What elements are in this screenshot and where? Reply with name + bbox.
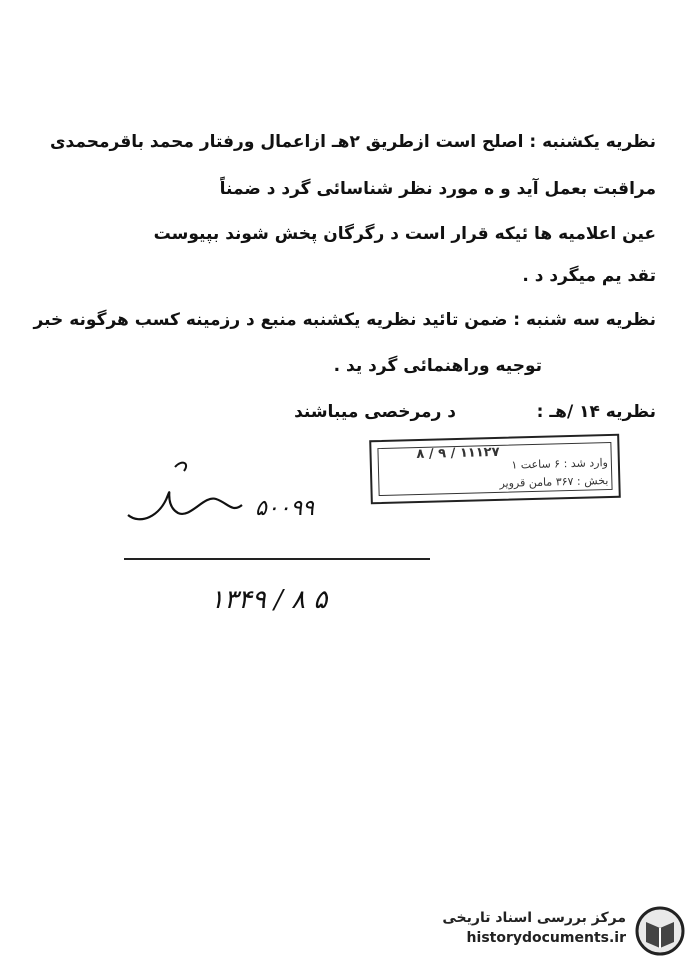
signature-initials: ۵۰۰۹۹ (255, 496, 315, 521)
watermark-url: historydocuments.ir (466, 930, 626, 946)
watermark-name: مرکز بررسی اسناد تاریخی (442, 910, 626, 926)
signature-mark (120, 455, 250, 535)
text-line-8: د رمرخصی میباشند (294, 402, 456, 422)
stamp-line-1: ۱۱۱۲۷ / ۹ / ۸ (416, 444, 500, 463)
reception-stamp (369, 434, 621, 505)
book-icon (634, 906, 686, 956)
signature-rule (124, 558, 430, 560)
text-line-3: عین اعلامیه ها ئیکه قرار است د رگرگان پخش شوند بپیوست (153, 224, 656, 244)
text-line-5: نظریه سه شنبه : ضمن تائید نظریه یکشنبه منبع د رزمینه کسب هرگونه خبر (33, 310, 656, 330)
handwritten-date: ۵ ۸ / ۱۳۴۹ (210, 585, 328, 615)
text-line-7: نظریه ۱۴ /هـ : (536, 402, 656, 422)
stamp-line-2: وارد شد : ۶ ساعت ۱ (511, 456, 609, 472)
stamp-line-3: بخش : ۳۶۷ مامن قرویر (499, 474, 609, 490)
text-line-2: مراقبت بعمل آید و ه مورد نظر شناسائی گرد د ضمناً (219, 179, 656, 199)
text-line-6: توجیه وراهنمائی گرد ید . (333, 356, 542, 376)
watermark-logo (386, 906, 686, 956)
text-line-4: تقد یم میگرد د . (522, 266, 656, 286)
text-line-1: نظریه یکشنبه : اصلح است ازطریق ۲هـ ازاعمال ورفتار محمد باقرمحمدی (49, 132, 656, 152)
